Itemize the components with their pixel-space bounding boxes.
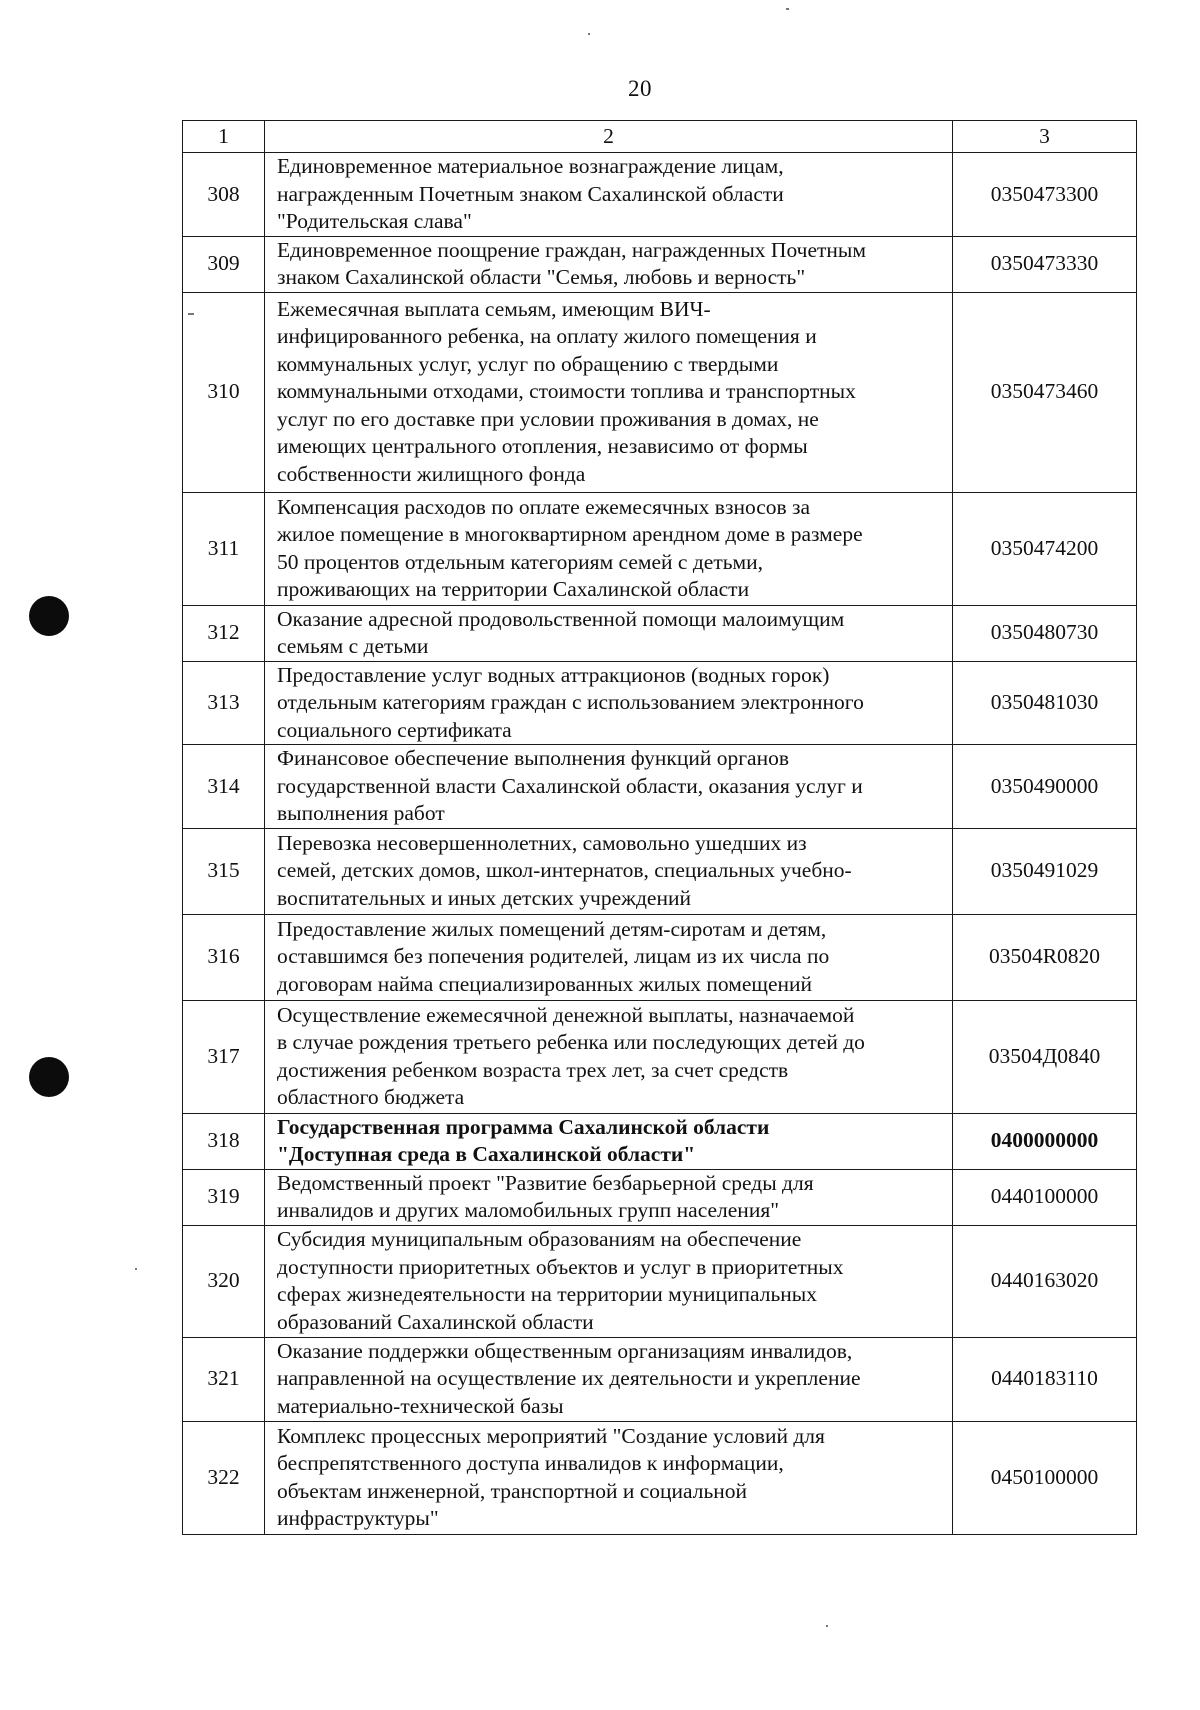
name-line: Ежемесячная выплата семьям, имеющим ВИЧ- — [277, 296, 711, 321]
header-cell-code: 3 — [953, 121, 1137, 153]
header-cell-number: 1 — [183, 121, 265, 153]
name-line: коммунальными отходами, стоимости топлива и транспортных — [277, 379, 856, 404]
scan-speck — [786, 8, 789, 10]
name-line: Субсидия муниципальным образованиям на обеспечение — [277, 1227, 802, 1251]
name-line: образований Сахалинской области — [277, 1309, 594, 1334]
name-line: награжденным Почетным знаком Сахалинской области — [277, 181, 784, 206]
name-line: 50 процентов отдельным категориям семей с детьми, — [277, 549, 764, 574]
row-number-cell: 318 — [183, 1113, 265, 1169]
row-number-cell: 310 — [183, 292, 265, 492]
row-code-cell: 0350490000 — [953, 745, 1137, 829]
name-line: "Доступная среда в Сахалинской области" — [277, 1142, 696, 1166]
row-name-cell — [265, 914, 953, 1000]
name-line: выполнения работ — [277, 801, 445, 825]
row-number-cell: 312 — [183, 605, 265, 661]
table-row — [183, 1337, 1137, 1421]
row-name-cell — [265, 492, 953, 605]
row-number-cell: 317 — [183, 1000, 265, 1113]
table-row — [183, 745, 1137, 829]
table-row — [183, 1000, 1137, 1113]
name-line: Единовременное поощрение граждан, награжденных Почетным — [277, 237, 866, 262]
name-line: объектам инженерной, транспортной и социальной — [277, 1478, 748, 1503]
row-name-cell — [265, 153, 953, 237]
row-code-cell: 0350491029 — [953, 828, 1137, 914]
name-line: знаком Сахалинской области "Семья, любовь и верность" — [277, 265, 806, 289]
row-code-cell: 0450100000 — [953, 1421, 1137, 1534]
row-code-cell: 0350473330 — [953, 236, 1137, 292]
table-row — [183, 1113, 1137, 1169]
name-line: областного бюджета — [277, 1085, 465, 1109]
row-number-cell: 308 — [183, 153, 265, 237]
scan-speck — [188, 313, 194, 315]
name-line: проживающих на территории Сахалинской области — [277, 577, 750, 601]
row-code-cell: 0350473300 — [953, 153, 1137, 237]
table-row — [183, 661, 1137, 745]
row-code-cell: 0350480730 — [953, 605, 1137, 661]
row-name-cell — [265, 1225, 953, 1337]
name-line: отдельным категориям граждан с использованием электронного — [277, 690, 864, 714]
name-line: социального сертификата — [277, 717, 512, 742]
row-code-cell: 0440183110 — [953, 1337, 1137, 1421]
row-code-cell: 0350481030 — [953, 661, 1137, 745]
row-number-cell: 316 — [183, 914, 265, 1000]
table-row — [183, 828, 1137, 914]
name-line: жилое помещение в многоквартирном арендном доме в размере — [277, 522, 863, 546]
table-row — [183, 492, 1137, 605]
name-line: направленной на осуществление их деятельности и укрепление — [277, 1366, 861, 1391]
name-line: Предоставление услуг водных аттракционов (водных горок) — [277, 662, 830, 687]
name-line: государственной власти Сахалинской области, оказания услуг и — [277, 773, 863, 798]
name-line: доступности приоритетных объектов и услуг в приоритетных — [277, 1254, 844, 1279]
row-code-cell: 0400000000 — [953, 1113, 1137, 1169]
row-number-cell: 320 — [183, 1225, 265, 1337]
name-line: Финансовое обеспечение выполнения функций органов — [277, 746, 789, 770]
name-line: Перевозка несовершеннолетних, самовольно ушедших из — [277, 830, 807, 855]
name-line: инфраструктуры" — [277, 1506, 439, 1530]
row-name-cell — [265, 1337, 953, 1421]
row-code-cell: 0440163020 — [953, 1225, 1137, 1337]
row-name-cell — [265, 236, 953, 292]
table-row — [183, 1225, 1137, 1337]
row-name-cell — [265, 745, 953, 829]
row-name-cell — [265, 1421, 953, 1534]
scan-speck — [826, 1625, 828, 1627]
row-name-cell — [265, 605, 953, 661]
name-line: собственности жилищного фонда — [277, 461, 586, 486]
name-line: Государственная программа Сахалинской области — [277, 1114, 770, 1139]
scan-speck — [588, 33, 590, 35]
table-row — [183, 605, 1137, 661]
table-row — [183, 292, 1137, 492]
row-name-cell — [265, 661, 953, 745]
table-row — [183, 1421, 1137, 1534]
row-name-cell — [265, 828, 953, 914]
row-name-cell — [265, 1113, 953, 1169]
punch-hole — [29, 596, 69, 636]
name-line: "Родительская слава" — [277, 209, 472, 233]
name-line: имеющих центрального отопления, независимо от формы — [277, 434, 808, 459]
name-line: Ведомственный проект "Развитие безбарьерной среды для — [277, 1170, 814, 1195]
name-line: коммунальных услуг, услуг по обращению с твердыми — [277, 351, 779, 376]
scan-speck — [135, 1268, 137, 1270]
row-number-cell: 321 — [183, 1337, 265, 1421]
name-line: Осуществление ежемесячной денежной выплаты, назначаемой — [277, 1002, 855, 1027]
name-line: Комплекс процессных мероприятий "Создание условий для — [277, 1423, 825, 1448]
name-line: достижения ребенком возраста трех лет, за счет средств — [277, 1057, 789, 1082]
row-number-cell: 322 — [183, 1421, 265, 1534]
name-line: материально-технической базы — [277, 1393, 564, 1418]
table-row — [183, 153, 1137, 237]
name-line: инфицированного ребенка, на оплату жилого помещения и — [277, 324, 817, 349]
name-line: в случае рождения третьего ребенка или последующих детей до — [277, 1030, 865, 1054]
classification-table — [182, 120, 1137, 1535]
name-line: услуг по его доставке при условии проживания в домах, не — [277, 406, 819, 431]
name-line: оставшимся без попечения родителей, лицам из их числа по — [277, 944, 830, 969]
name-line: семей, детских домов, школ-интернатов, специальных учебно- — [277, 858, 852, 883]
table-body — [183, 121, 1137, 1535]
name-line: инвалидов и других маломобильных групп населения" — [277, 1198, 779, 1222]
name-line: Единовременное материальное вознаграждение лицам, — [277, 154, 784, 178]
row-code-cell: 0350474200 — [953, 492, 1137, 605]
row-code-cell: 03504Д0840 — [953, 1000, 1137, 1113]
name-line: Компенсация расходов по оплате ежемесячных взносов за — [277, 494, 811, 519]
name-line: Предоставление жилых помещений детям-сиротам и детям, — [277, 916, 827, 941]
row-number-cell: 314 — [183, 745, 265, 829]
name-line: договорам найма специализированных жилых помещений — [277, 971, 813, 996]
table-row — [183, 1169, 1137, 1225]
name-line: беспрепятственного доступа инвалидов к информации, — [277, 1451, 784, 1475]
header-cell-name: 2 — [265, 121, 953, 153]
table-header-row — [183, 121, 1137, 153]
table-row — [183, 236, 1137, 292]
row-number-cell: 319 — [183, 1169, 265, 1225]
row-code-cell: 0440100000 — [953, 1169, 1137, 1225]
punch-hole — [29, 1057, 69, 1097]
name-line: Оказание поддержки общественным организациям инвалидов, — [277, 1338, 853, 1363]
row-code-cell: 0350473460 — [953, 292, 1137, 492]
row-name-cell — [265, 1000, 953, 1113]
name-line: сферах жизнедеятельности на территории муниципальных — [277, 1282, 817, 1306]
row-name-cell — [265, 1169, 953, 1225]
row-name-cell — [265, 292, 953, 492]
row-number-cell: 311 — [183, 492, 265, 605]
table-row — [183, 914, 1137, 1000]
row-code-cell: 03504R0820 — [953, 914, 1137, 1000]
row-number-cell: 313 — [183, 661, 265, 745]
name-line: семьям с детьми — [277, 634, 429, 658]
name-line: Оказание адресной продовольственной помощи малоимущим — [277, 606, 845, 631]
row-number-cell: 315 — [183, 828, 265, 914]
row-number-cell: 309 — [183, 236, 265, 292]
name-line: воспитательных и иных детских учреждений — [277, 885, 691, 910]
page-number: 20 — [628, 76, 652, 101]
